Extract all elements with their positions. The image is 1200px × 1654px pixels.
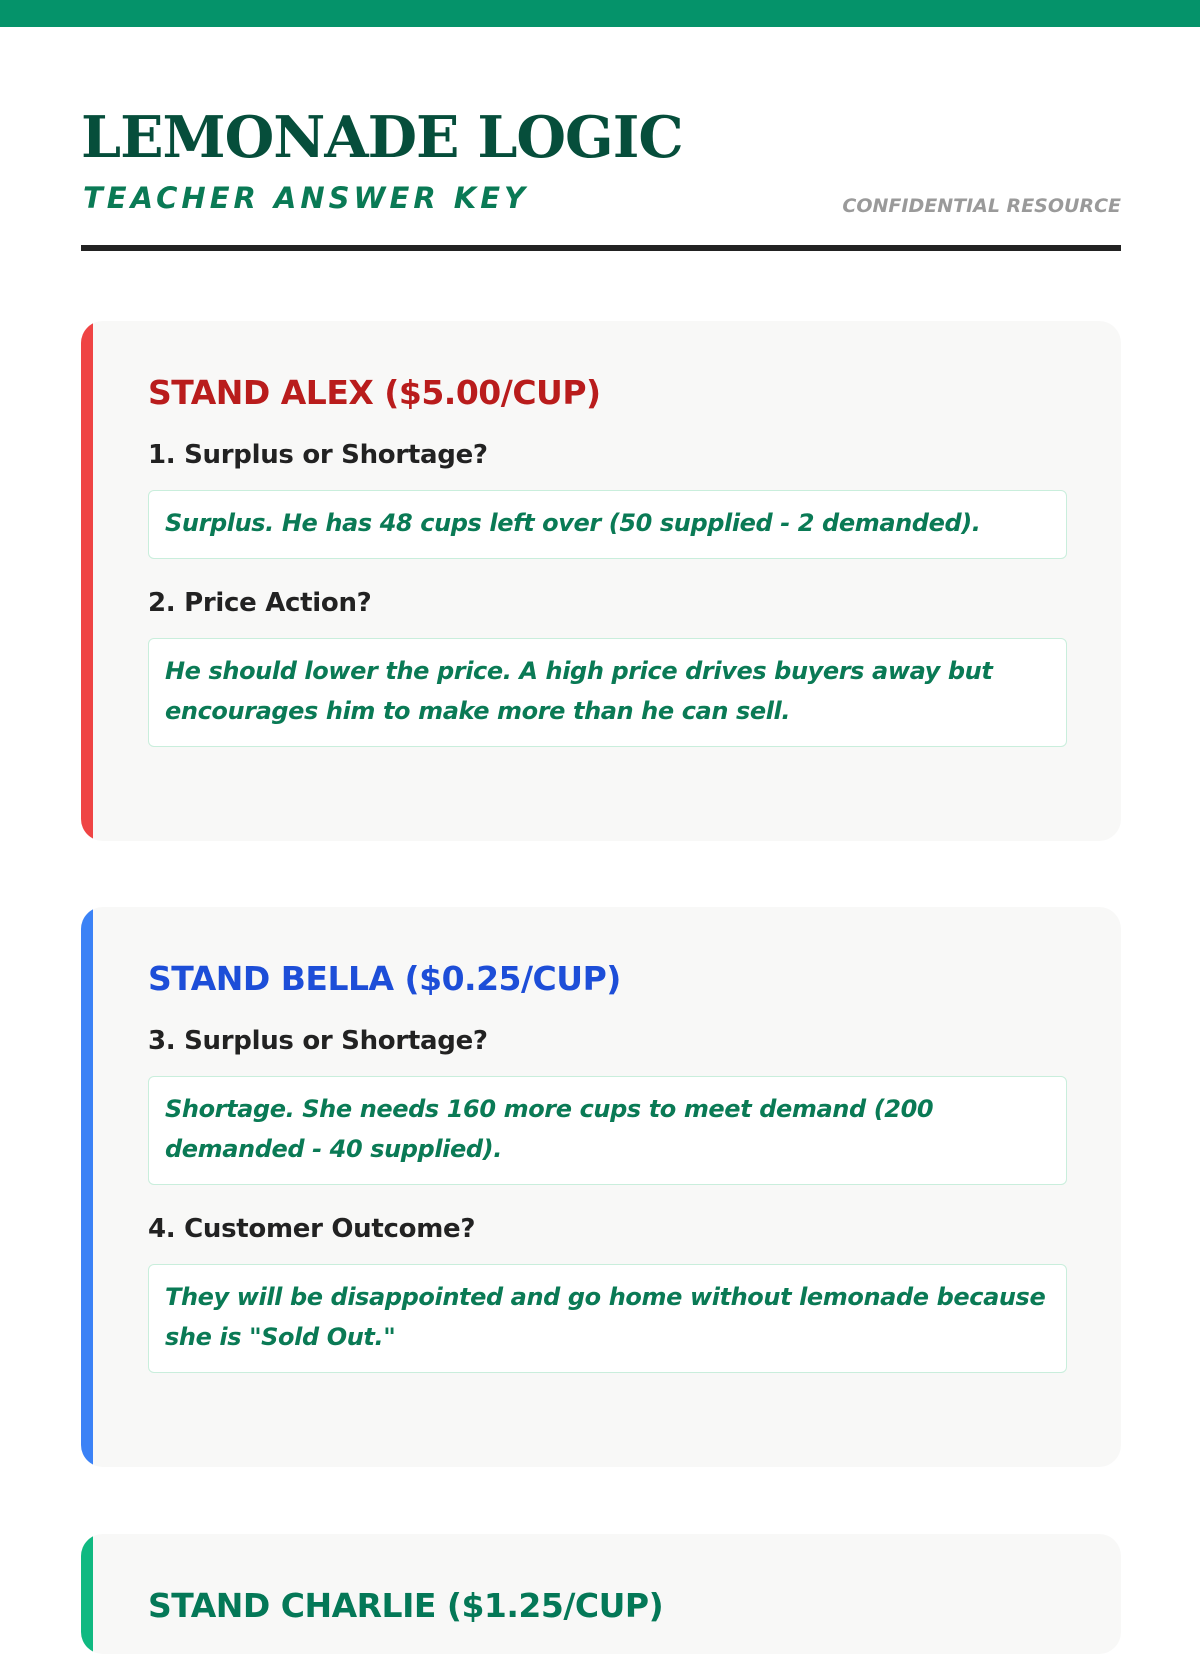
question-label: 4. Customer Outcome?: [148, 1214, 476, 1244]
stand-title: STAND ALEX ($5.00/CUP): [148, 373, 601, 412]
answer-box: Surplus. He has 48 cups left over (50 supplied - 2 demanded).: [148, 490, 1067, 559]
stand-card-alex: [81, 321, 1121, 841]
question-label: 3. Surplus or Shortage?: [148, 1026, 488, 1056]
top-color-band: [0, 0, 1200, 27]
card-accent-bar: [81, 907, 93, 1467]
stand-card-charlie: [81, 1534, 1121, 1654]
header-divider: [81, 245, 1121, 251]
stand-title: STAND BELLA ($0.25/CUP): [148, 959, 621, 998]
answer-box: Shortage. She needs 160 more cups to meet demand (200 demanded - 40 supplied).: [148, 1076, 1067, 1185]
answer-box: He should lower the price. A high price drives buyers away but encourages him to make more than he can sell.: [148, 638, 1067, 747]
card-accent-bar: [81, 321, 93, 841]
document-header: [81, 100, 1121, 217]
document-title: LEMONADE LOGIC: [81, 104, 683, 171]
card-accent-bar: [81, 1534, 93, 1654]
confidential-badge: CONFIDENTIAL RESOURCE: [842, 195, 1121, 217]
document-subtitle: TEACHER ANSWER KEY: [83, 181, 530, 215]
question-label: 1. Surplus or Shortage?: [148, 440, 488, 470]
answer-box: They will be disappointed and go home without lemonade because she is "Sold Out.": [148, 1264, 1067, 1373]
question-label: 2. Price Action?: [148, 588, 372, 618]
stand-card-bella: [81, 907, 1121, 1467]
stand-title: STAND CHARLIE ($1.25/CUP): [148, 1586, 664, 1625]
